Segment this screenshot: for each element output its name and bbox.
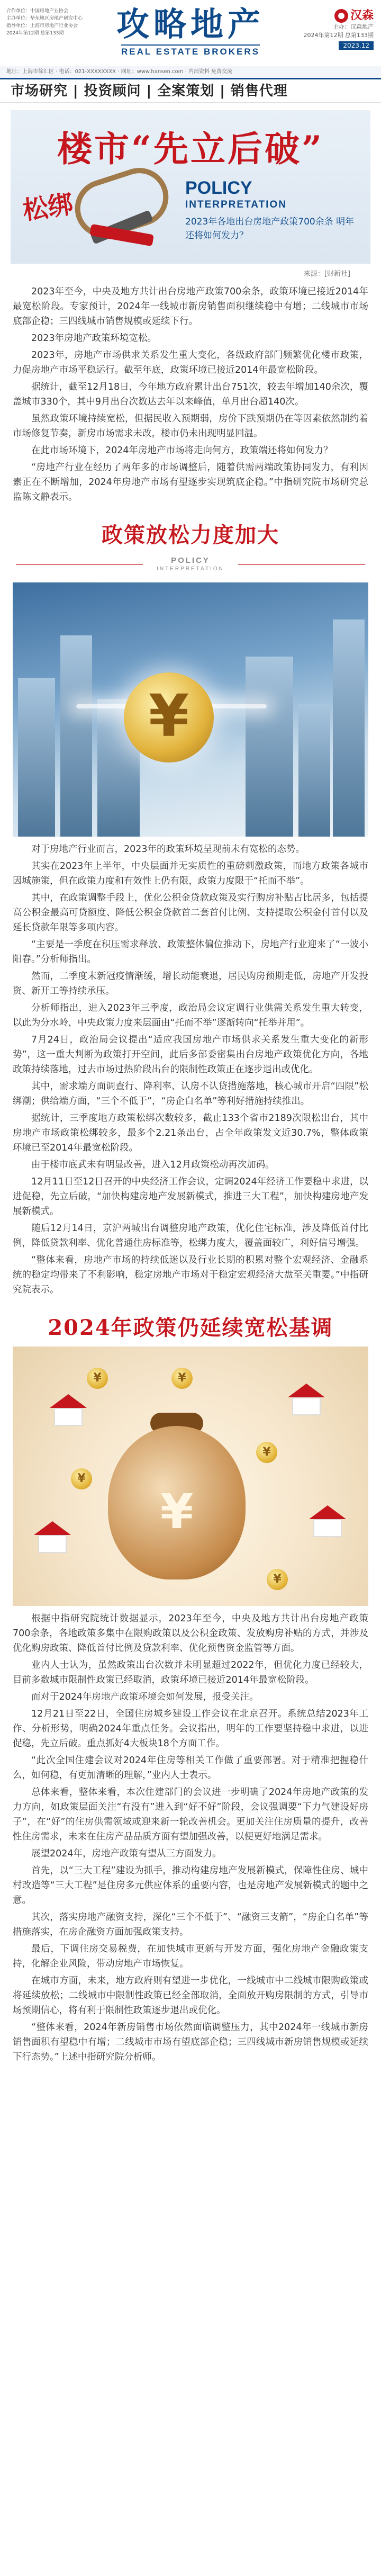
hero-title: 楼市“先立后破” [57, 128, 324, 169]
paragraph: 2023年房地产政策环境宽松。 [31, 333, 157, 344]
bottom-spacer [0, 2065, 381, 2075]
divider-interpretation-label: INTERPRETATION [157, 566, 224, 572]
paragraph: 其中，在政策调整手段上，优化公积金贷款政策及实行购房补贴占比居多，包括提高公积金最高可贷额度、降低公积金贷款首二套首付比例、支持提取公积金付首付以及延长贷款年限等多项内容。 [13, 893, 368, 933]
paragraph: 对于房地产行业而言，2023年的政策环境呈现前未有宽松的态势。 [31, 844, 305, 855]
paragraph: “此次全国住建会议对2024年住房等相关工作做了重要部署。对于精准把握稳什么，如何稳，有更加清晰的理解，”业内人士表示。 [13, 1755, 368, 1781]
hero-interpretation-label: INTERPRETATION [185, 199, 287, 210]
building-shape [298, 704, 330, 837]
paragraph: 据统计，三季度地方政策松绑次数较多，截止133个省市2189次限松出台，其中房地产市场政策松绑较多，最多个2.21条出台，占全年政策发文近30.7%，整体政策环境已至2014年最宽松阶段。 [13, 1113, 368, 1153]
paragraph: 12月21日至22日，全国住房城乡建设工作会议在北京召开。系统总结2023年工作、分析形势，明确2024年重点任务。会议指出，明年的工作要坚持稳中求进，以进促稳，先立后破。重点抓好4大板块18个方面工作。 [13, 1709, 368, 1749]
service-nav: 市场研究 | 投资顾问 | 全案策划 | 销售代理 [0, 79, 381, 103]
paragraph: 随后12月14日，京沪两城出台调整房地产政策，优化住宅标准，涉及降低首付比例，降低贷款利率、优化普通住房标准等，松绑力度大，覆盖面较广，利好信号增强。 [13, 1223, 368, 1249]
paragraph: 在此市场环境下，2024年房地产市场将走向何方，政策端还将如何发力？ [31, 445, 333, 456]
article-source: 来源：[财新社] [303, 270, 350, 278]
masthead-brand-block [294, 6, 374, 50]
brand-line: 主办：汉森地产 [333, 23, 374, 30]
house-icon [50, 1394, 87, 1426]
logo-en: REAL ESTATE BROKERS [121, 44, 260, 57]
divider-policy-label: POLICY [143, 556, 238, 566]
masthead-info [6, 7, 86, 37]
masthead [0, 0, 381, 79]
paragraph: “整体来看，2024年新房销售市场依然面临调整压力，其中2024年一线城市新房销售面积有望稳中有增；二线城市市场有望底部企稳；三四线城市新房销售规模或延续下行态势。”上述中指研究院分析师。 [13, 2022, 368, 2062]
masthead-info-line: 2024年第12期 总第133期 [6, 31, 64, 36]
article-intro [0, 268, 381, 505]
brand-logo-icon [334, 9, 348, 23]
building-shape [60, 635, 92, 837]
paragraph: “整体来看，房地产市场的持续低迷以及行业长期的积累对整个宏观经济、金融系统的稳定均带来了不利影响，稳定房地产市场对于稳定宏观经济大盘至关重要。”中指研究院表示。 [13, 1255, 368, 1295]
building-shape [18, 678, 55, 837]
paragraph: 由于楼市底武未有明显改善，进入12月政策松动再次加码。 [31, 1160, 275, 1170]
section-title-policy-easing: 政策放松力度加大 [102, 523, 279, 547]
paragraph: “房地产行业在经历了两年多的市场调整后，随着供需两端政策协同发力，有利因素正在不断增加，2024年房地产市场有望逐步实现筑底企稳。”中指研究院市场研究总监陈文静表示。 [13, 462, 368, 502]
paragraph: 在城市方面，未来，地方政府则有望进一步优化，一线城市中二线城市限购政策或将延续放松；二线城市中限制性政策已经全部取消，全面放开购房限制的方式，引导市场预期信心，将有利于限制性政策逐步退出或优化。 [13, 1976, 368, 2016]
brand-label: 汉森 [350, 9, 374, 22]
paragraph: 最后，下调住房交易税费，在加快城市更新与开发方面，强化房地产金融政策支持，化解企业风险，带动房地产市场恢复。 [13, 1944, 368, 1969]
paragraph: 首先，以“三大工程”建设为抓手，推动构建房地产发展新模式，保障性住房、城中村改造等“三大工程”是住房多元供应体系的重要内容，也是房地产发展新模式的题中之意。 [13, 1865, 368, 1906]
paragraph: 而对于2024年房地产政策环境会如何发展，报受关注。 [31, 1692, 259, 1702]
paragraph: 其实在2023年上半年，中央层面并无实质性的重磅刺激政策，而地方政策各城市因城施策，但在政策力度和有效性上仍有限，政策力度限于“托而不举”。 [13, 861, 368, 886]
coin-icon: ¥ [87, 1368, 108, 1389]
paragraph: 2023年至今，中央及地方共计出台房地产政策700余条，政策环境已接近2014年最宽松阶段。专家预计，2024年一线城市新房销售面积继续稳中有增；二线城市市场底部企稳；三四线城市销售规模或延续下行。 [13, 286, 368, 327]
paragraph: 其中，需求端方面调查行、降利率、认房不认贷措施落地，核心城市开启“四限”松绑潮；供给端方面，“三个不低于”，“房企白名单”等利好措施持续推出。 [13, 1081, 368, 1107]
house-icon [34, 1521, 71, 1553]
paragraph: 总体来看，整体来看，本次住建部门的会议进一步明确了2024年房地产政策的发力方向，如政策层面关注“有没有”进入到“好不好”阶段，会议强调要“下力气建设好房子”，在“好”的住房供需领域或迎来新一轮改善机会。更加关注住房质量的提升，改善性住房需求，未来在住房产品品质方面有望加强改善，以便更好地满足需求。 [13, 1787, 368, 1842]
paragraph: 其次，落实房地产融资支持，深化“三个不低于”、“融资三支箭”，“房企白名单”等措施落实，在房企融资方面加强政策支持。 [13, 1912, 368, 1937]
house-icon [309, 1505, 346, 1537]
publication-logo [95, 5, 286, 57]
paragraph: 12月11日至12日召开的中央经济工作会议，定调2024年经济工作要稳中求进，以进促稳，先立后破，“加快构建房地产发展新模式，推进三大工程”，加快构建房地产发展新模式。 [13, 1177, 368, 1217]
section-divider [16, 553, 365, 577]
yen-coin-icon: ¥ [124, 672, 214, 762]
brand-name [294, 6, 374, 23]
paragraph: 2023年，房地产市场供求关系发生重大变化，各级政府部门频繁优化楼市政策，力促房地产市场平稳运行。截至年底，政策环境已接近2014年最宽松阶段。 [13, 350, 368, 375]
masthead-info-line: 合作单位：中国房地产业协会 [6, 8, 69, 14]
yen-city-photo [13, 582, 368, 837]
paragraph: 业内人士认为，虽然政策出台次数并未明显超过2022年，但优化力度已经较大，目前多数城市限制性政策已经取消，政策环境已接近2014年最宽松阶段。 [13, 1660, 368, 1685]
masthead-info-line: 指导单位：上海市房地产行业协会 [6, 23, 78, 29]
logo-cn: 攻略地产 [116, 5, 265, 43]
money-bag-photo [13, 1347, 368, 1606]
coin-icon: ¥ [171, 1368, 193, 1389]
coin-icon: ¥ [71, 1468, 92, 1489]
paragraph: 分析师指出，进入2023年三季度，政治局会议定调行业供需关系发生重大转变，以此为分水岭，中央政策力度来层面由“托而不举”逐渐转向“托举并用”。 [13, 1003, 368, 1028]
issue-badge: 2023.12 [339, 41, 374, 50]
section-2024-policy-body [0, 1611, 381, 2065]
section-policy-easing-body [0, 842, 381, 1297]
bag-yen-symbol: ¥ [160, 1484, 194, 1540]
hero-bind-label: 松绑 [21, 189, 76, 226]
hero-subtitle: 2023年各地出台房地产政策700余条 明年还将如何发力？ [185, 217, 355, 241]
paragraph: 然而，二季度末新冠疫情渐缓，增长动能衰退，居民购房预期走低，房地产开发投资、新开工等持续承压。 [13, 971, 368, 997]
brand-line: 2024年第12期 总第133期 [303, 32, 374, 39]
masthead-strip: 地址：上海市徐汇区 · 电话：021-XXXXXXXX · 网址：www.hansen.com · 内部资料 免费交流 [0, 66, 381, 78]
paragraph: “主要是一季度在积压需求释放、政策整体偏位推动下，房地产行业迎来了“一波小阳春。”分析师指出。 [13, 939, 368, 965]
paragraph: 根据中指研究院统计数据显示，2023年至今，中央及地方共计出台房地产政策700余条，各地政策多集中在限购政策以及公积金政策、发放购房补贴的方式，并涉及优化购房政策、降低首付比例及贷款利率、优化预售资金监管等方面。 [13, 1613, 368, 1654]
coin-icon: ¥ [256, 1442, 277, 1463]
hero-policy-label: POLICY [185, 178, 252, 198]
section-title-2024-policy: 2024年政策仍延续宽松基调 [48, 1315, 333, 1340]
masthead-info-line: 主办单位：华东地区房地产研究中心 [6, 16, 83, 21]
paragraph: 虽然政策环境持续宽松，但据民收入预期弱，房价下跌预期仍在等因素依然制约着市场修复节奏，新房市场需求未改，楼市仍未出现明显回温。 [13, 414, 368, 439]
coin-icon: ¥ [267, 1569, 288, 1590]
paragraph: 7月24日，政治局会议提出“适应我国房地产市场供求关系发生重大变化的新形势”，这一重大判断为政策打开空间，此后多部委密集出台房地产政策优化方向，各地政策持续落地，过去市场过热阶段出台的限制性政策正在逐步退出或优化。 [13, 1035, 368, 1075]
hero-banner [11, 110, 370, 264]
paragraph: 展望2024年，房地产政策有望从三方面发力。 [31, 1848, 222, 1859]
paragraph: 据统计，截至12月18日，今年地方政府累计出台751次，较去年增加140余次，覆盖城市330个，其中9月出台次数达去年以来峰值，单月出台超140次。 [13, 382, 368, 407]
building-shape [246, 657, 293, 837]
building-shape [333, 620, 365, 837]
house-icon [288, 1384, 325, 1415]
